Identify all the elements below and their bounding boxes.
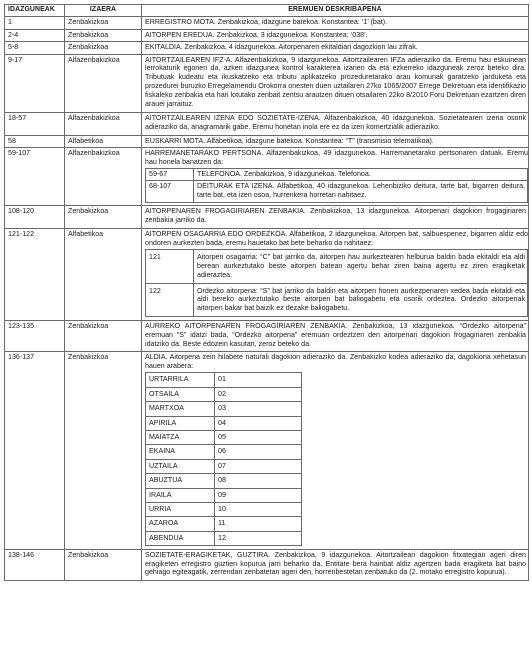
row-description: AITORPEN OSAGARRIA EDO ORDEZKOA. Alfabetikoa, 2 idazgunekoa. Aitorpen bat, salbuespenez, bigarren aldiz edo ondoren aurkezten bada, eremu hauetako bat bete beharko da nahitaez: bbox=[145, 230, 528, 247]
month-name: MAIATZA bbox=[146, 430, 215, 444]
month-row bbox=[146, 445, 302, 459]
table-row bbox=[5, 54, 529, 112]
row-type: Zenbakizkoa bbox=[65, 29, 142, 41]
subtable-row bbox=[146, 283, 528, 317]
row-type: Alfazenbakizkoa bbox=[65, 148, 142, 206]
row-positions: 9-17 bbox=[5, 54, 65, 112]
sub-description: DEITURAK ETA IZENA. Alfabetikoa, 40 idazgunekoa. Lehenbiziko deitura, tarte bat, bigarren deitura, tarte bat, eta izen osoa, hurrenkera horretan nahitaez. bbox=[194, 181, 528, 202]
row-type: Alfabetikoa bbox=[65, 135, 142, 147]
row-description: AITORTZAILEAREN IFZ-A. Alfazenbakizkoa, 9 idazgunekoa. Aitortzailearen IFZa adieraziko da. Eremu hau eskuinean lerrokaturik egonen da, azken idazgunea kontrol karakterea izanen da eta ezkerreko idazguneak zeroz beteko dira. Tributuak kudeatu eta ikuskatzeko eta tributu aplikatzeko prozeduretarako arau komunak garatzeko jarduketa eta prozedurei buruzko Erregelamendu Orokorra onesten duen uztailaren 27ko 1065/2007 Errege Dekretuan eta identifikazio fiskaleko zenbakia eta hari lotutako zenbait zentsu arautzen dituen otsailaren 22ko 8/2010 Foru Dekretuan ezartzen diren arauei jarraituz. bbox=[142, 54, 529, 112]
sub-description: Aitorpen osagarria: “C” bat jarriko da, aitorpen hau aurkeztearen helburua baldin bada ekitaldi eta aldi berean aurkeztutako beste aitorpen batean agertu behar ziren baina agertu ez ziren eragiketak adieraztea. bbox=[194, 249, 528, 283]
row-positions: 121-122 bbox=[5, 229, 65, 321]
row-description: EKITALDIA. Zenbakizkoa, 4 idazgunekoa. Aitorpenaren ekitaldiari dagozkion lau zifrak. bbox=[142, 42, 529, 54]
sub-positions: 122 bbox=[146, 283, 194, 317]
row-positions: 5-8 bbox=[5, 42, 65, 54]
month-row bbox=[146, 502, 302, 516]
month-code: 11 bbox=[215, 517, 302, 531]
table-header-row bbox=[5, 5, 529, 17]
row-description: AITORPENAREN FROGAGIRIAREN ZENBAKIA. Zenbakizkoa, 13 idazgunekoa. Aitorpenari dagokion frogagiriaren zenbakia jarriko da. bbox=[142, 206, 529, 229]
table-row bbox=[5, 352, 529, 549]
month-name: ABENDUA bbox=[146, 531, 215, 545]
month-name: EKAINA bbox=[146, 445, 215, 459]
row-description-cell bbox=[142, 229, 529, 321]
month-name: MARTXOA bbox=[146, 402, 215, 416]
row-description: ALDIA. Aitorpena zein hilabete naturali dagokion adieraziko da. Zenbakizko kodea adieraziko da, dagokiona xehetasun hauen arabera: bbox=[145, 353, 526, 371]
month-row bbox=[146, 430, 302, 444]
month-code: 02 bbox=[215, 387, 302, 401]
month-name: AZAROA bbox=[146, 517, 215, 531]
month-name: URRIA bbox=[146, 502, 215, 516]
declaration-type-subtable bbox=[145, 249, 528, 317]
row-positions: 2-4 bbox=[5, 29, 65, 41]
month-code-subtable bbox=[145, 372, 302, 546]
month-name: OTSAILA bbox=[146, 387, 215, 401]
table-row bbox=[5, 42, 529, 54]
row-positions: 136-137 bbox=[5, 352, 65, 549]
month-code: 04 bbox=[215, 416, 302, 430]
header-positions: IDAZGUNEAK bbox=[5, 5, 65, 17]
row-description: ERREGISTRO MOTA. Zenbakizkoa, idazgune batekoa. Konstantea: ‘1’ (bat). bbox=[142, 17, 529, 29]
row-type: Alfabetikoa bbox=[65, 229, 142, 321]
sub-positions: 68-107 bbox=[146, 181, 194, 202]
sub-description: TELEFONOA. Zenbakizkoa, 9 idazgunekoa. Telefonoa. bbox=[194, 168, 528, 180]
row-description: SOZIETATE-ERAGIKETAK, GUZTIRA. Zenbakizkoa, 9 idazgunekoa. Aitortzaileari dagokion fitxategian ageri diren eragiketen erregistro guztien kopurua jarri beharko da. Entitate bera hainbat aldiz agertzen bada eragiketa bat baino gehiago egiteagatik, zerrendan zenbatetan ageri den, horrenbestetan zenbatuko da (2. motako erregistro kopurua). bbox=[142, 549, 529, 581]
field-spec-table bbox=[4, 4, 529, 581]
row-positions: 59-107 bbox=[5, 148, 65, 206]
table-row bbox=[5, 549, 529, 581]
row-type: Zenbakizkoa bbox=[65, 206, 142, 229]
table-row bbox=[5, 112, 529, 135]
row-type: Zenbakizkoa bbox=[65, 17, 142, 29]
row-description: AURREKO AITORPENAREN FROGAGIRIAREN ZENBAKIA. Zenbakizkoa, 13 idazgunekoa. “Ordezko aitorpena” eremuan “S” idatzi bada, “Ordezko aitorpena” eremuan ordeztzen den aitorpenari dagokion frogagiriaren zenbakia idatziko da. Beste edozein kasutan, zeroz beteko da. bbox=[142, 320, 529, 352]
row-description: AITORPEN EREDUA. Zenbakizkoa, 3 idazgunekoa. Konstantea: ‘038’. bbox=[142, 29, 529, 41]
sub-positions: 121 bbox=[146, 249, 194, 283]
row-type: Alfazenbakizkoa bbox=[65, 54, 142, 112]
month-code: 07 bbox=[215, 459, 302, 473]
header-type: IZAERA bbox=[65, 5, 142, 17]
sub-positions: 59-67 bbox=[146, 168, 194, 180]
month-code: 06 bbox=[215, 445, 302, 459]
subtable-row bbox=[146, 249, 528, 283]
row-type: Zenbakizkoa bbox=[65, 352, 142, 549]
month-code: 10 bbox=[215, 502, 302, 516]
month-row bbox=[146, 474, 302, 488]
month-code: 01 bbox=[215, 373, 302, 387]
month-name: APIRILA bbox=[146, 416, 215, 430]
month-row bbox=[146, 517, 302, 531]
table-row bbox=[5, 229, 529, 321]
table-row bbox=[5, 135, 529, 147]
row-description: EUSKARRI MOTA. Alfabetikoa, idazgune batekoa. Konstantea: “T” (transmisio telematikoa). bbox=[142, 135, 529, 147]
month-name: IRAILA bbox=[146, 488, 215, 502]
row-type: Zenbakizkoa bbox=[65, 42, 142, 54]
month-row bbox=[146, 531, 302, 545]
header-description: EREMUEN DESKRIBAPENA bbox=[142, 5, 529, 17]
contact-subtable bbox=[145, 168, 528, 203]
table-row bbox=[5, 148, 529, 206]
month-name: ABUZTUA bbox=[146, 474, 215, 488]
month-row bbox=[146, 402, 302, 416]
month-name: URTARRILA bbox=[146, 373, 215, 387]
row-description-cell bbox=[142, 352, 529, 549]
month-row bbox=[146, 416, 302, 430]
sub-description: Ordezko aitorpena: “S” bat jarriko da baldin eta aitorpen honen aurkezpenaren xedea bada ekitaldi eta aldi bereko aurkeztutako beste aitorpen bat baliogabetu eta osorik ordeztea. Ordezko aitorpenak aitorpen bakar bat baizik ez dezake baliogabetu. bbox=[194, 283, 528, 317]
row-positions: 138-146 bbox=[5, 549, 65, 581]
row-type: Zenbakizkoa bbox=[65, 549, 142, 581]
row-description: HARREMANETARAKO PERTSONA. Alfazenbakizkoa, 49 idazgunekoa. Harremanetarako pertsonaren datuak. Eremu hau honela banatzen da: bbox=[145, 149, 528, 167]
month-code: 05 bbox=[215, 430, 302, 444]
row-positions: 58 bbox=[5, 135, 65, 147]
row-type: Zenbakizkoa bbox=[65, 320, 142, 352]
month-row bbox=[146, 373, 302, 387]
row-positions: 18-57 bbox=[5, 112, 65, 135]
row-description-cell bbox=[142, 148, 529, 206]
table-row bbox=[5, 320, 529, 352]
table-row bbox=[5, 206, 529, 229]
month-row bbox=[146, 459, 302, 473]
month-row bbox=[146, 488, 302, 502]
month-name: UZTAILA bbox=[146, 459, 215, 473]
table-row bbox=[5, 29, 529, 41]
table-row bbox=[5, 17, 529, 29]
month-code: 09 bbox=[215, 488, 302, 502]
month-code: 12 bbox=[215, 531, 302, 545]
month-row bbox=[146, 387, 302, 401]
row-type: Alfazenbakizkoa bbox=[65, 112, 142, 135]
subtable-row bbox=[146, 168, 528, 180]
row-positions: 123-135 bbox=[5, 320, 65, 352]
month-code: 08 bbox=[215, 474, 302, 488]
row-positions: 108-120 bbox=[5, 206, 65, 229]
row-description: AITORTZAILEAREN IZENA EDO SOZIETATE-IZENA. Alfazenbakizkoa, 40 idazgunekoa. Sozietatearen izena osorik adieraziko da, anagramarik gabe. Eremu honetan inola ere ez da izen komertzialik adieraziko. bbox=[142, 112, 529, 135]
subtable-row bbox=[146, 181, 528, 202]
month-code: 03 bbox=[215, 402, 302, 416]
row-positions: 1 bbox=[5, 17, 65, 29]
